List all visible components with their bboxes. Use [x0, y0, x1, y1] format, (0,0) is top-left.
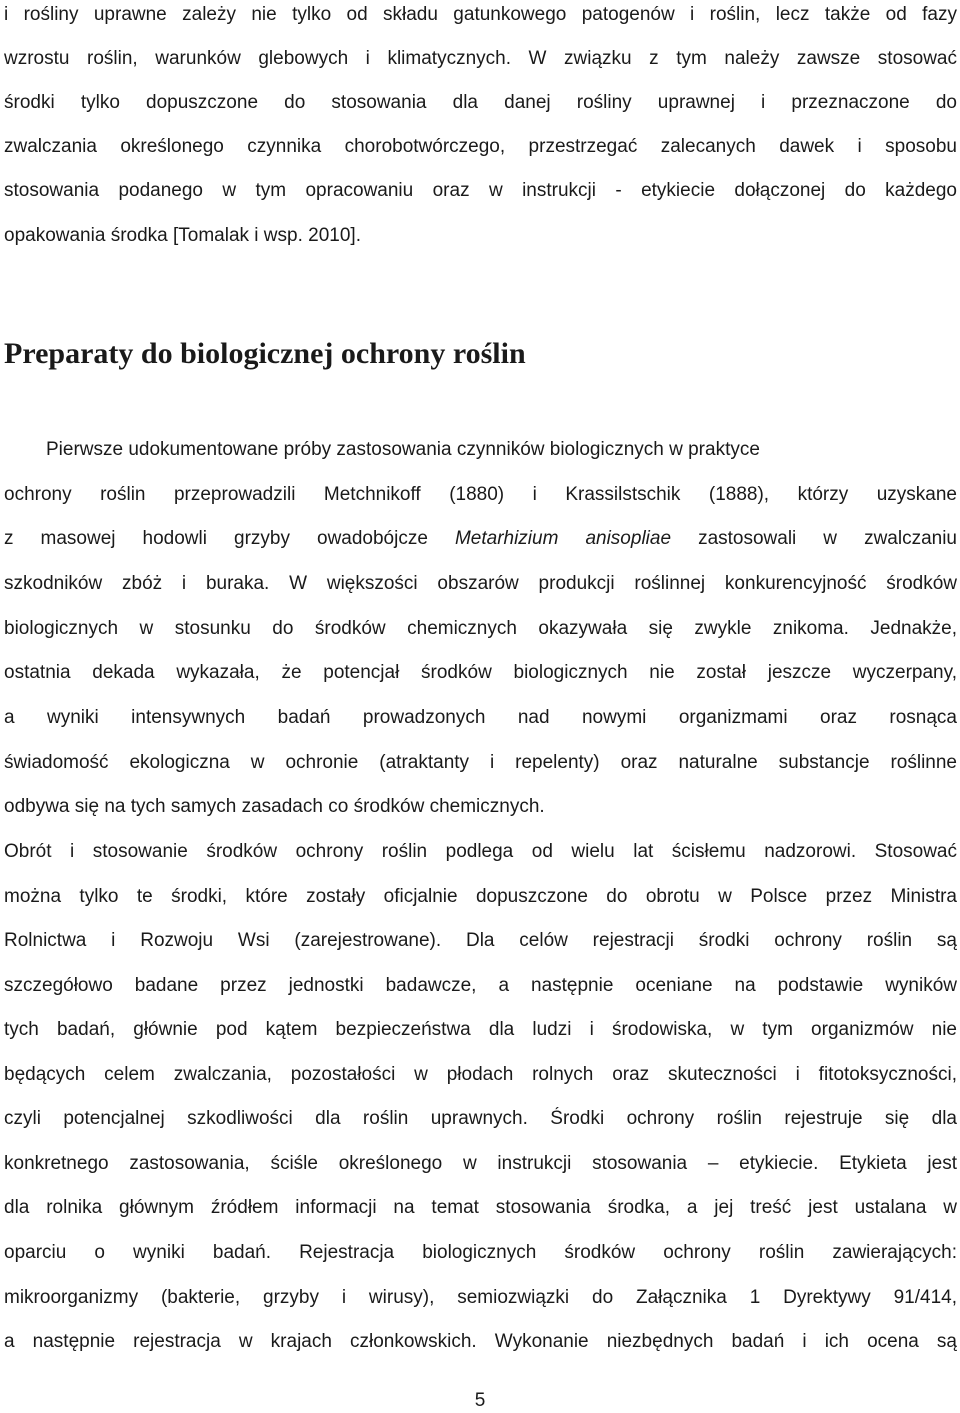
text-line: stosowania podanego w tym opracowaniu oraz w instrukcji - etykiecie dołączonej do każdego [4, 180, 957, 201]
text-line [4, 527, 957, 551]
page-number: 5 [474, 1390, 486, 1411]
text-line: odbywa się na tych samych zasadach co środków chemicznych. [4, 796, 545, 817]
text-line: Pierwsze udokumentowane próby zastosowania czynników biologicznych w praktyce [46, 439, 760, 460]
text-line: mikroorganizmy (bakterie, grzyby i wirusy), semiozwiązki do Załącznika 1 Dyrektywy 91/414, [4, 1287, 957, 1308]
text-line: środki tylko dopuszczone do stosowania dla danej rośliny uprawnej i przeznaczone do [4, 92, 957, 113]
text-line: ostatnia dekada wykazała, że potencjał środków biologicznych nie został jeszcze wyczerpany, [4, 662, 957, 683]
text-line: opakowania środka [Tomalak i wsp. 2010]. [4, 225, 361, 246]
text-line: dla rolnika głównym źródłem informacji na temat stosowania środka, a jej treść jest ustalana w [4, 1197, 957, 1218]
text-line: ochrony roślin przeprowadzili Metchnikoff (1880) i Krassilstschik (1888), którzy uzyskane [4, 484, 957, 505]
text-line: można tylko te środki, które zostały oficjalnie dopuszczone do obrotu w Polsce przez Ministra [4, 886, 957, 907]
text-line: Obrót i stosowanie środków ochrony roślin podlega od wielu lat ścisłemu nadzorowi. Stosować [4, 841, 957, 862]
text-line: a następnie rejestracja w krajach członkowskich. Wykonanie niezbędnych badań i ich ocena są [4, 1331, 957, 1352]
text-line: zwalczania określonego czynnika chorobotwórczego, przestrzegać zalecanych dawek i sposobu [4, 136, 957, 157]
text-line: oparciu o wyniki badań. Rejestracja biologicznych środków ochrony roślin zawierających: [4, 1242, 957, 1263]
species-name: Metarhizium anisopliae [454, 528, 672, 549]
text-line: szkodników zbóż i buraka. W większości obszarów produkcji roślinnej konkurencyjność środków [4, 573, 957, 594]
text-line: biologicznych w stosunku do środków chemicznych okazywała się zwykle znikoma. Jednakże, [4, 618, 957, 639]
text-run: z masowej hodowli grzyby owadobójcze [4, 528, 455, 549]
text-line: będących celem zwalczania, pozostałości w płodach rolnych oraz skuteczności i fitotoksyczności, [4, 1064, 957, 1085]
text-line: tych badań, głównie pod kątem bezpieczeństwa dla ludzi i środowiska, w tym organizmów nie [4, 1019, 957, 1040]
section-heading: Preparaty do biologicznej ochrony roślin [4, 337, 526, 370]
text-line: a wyniki intensywnych badań prowadzonych nad nowymi organizmami oraz rosnąca [4, 707, 957, 728]
text-run: zastosowali w zwalczaniu [671, 528, 957, 549]
text-line: Rolnictwa i Rozwoju Wsi (zarejestrowane). Dla celów rejestracji środki ochrony roślin są [4, 930, 957, 951]
text-line: świadomość ekologiczna w ochronie (atraktanty i repelenty) oraz naturalne substancje roślinne [4, 752, 957, 773]
text-line: konkretnego zastosowania, ściśle określonego w instrukcji stosowania – etykiecie. Etykieta jest [4, 1153, 957, 1174]
text-line: i rośliny uprawne zależy nie tylko od składu gatunkowego patogenów i roślin, lecz także od fazy [4, 4, 957, 25]
text-line: czyli potencjalnej szkodliwości dla roślin uprawnych. Środki ochrony roślin rejestruje się dla [4, 1108, 957, 1129]
text-line: wzrostu roślin, warunków glebowych i klimatycznych. W związku z tym należy zawsze stosować [4, 48, 957, 69]
text-line: szczegółowo badane przez jednostki badawcze, a następnie oceniane na podstawie wyników [4, 975, 957, 996]
